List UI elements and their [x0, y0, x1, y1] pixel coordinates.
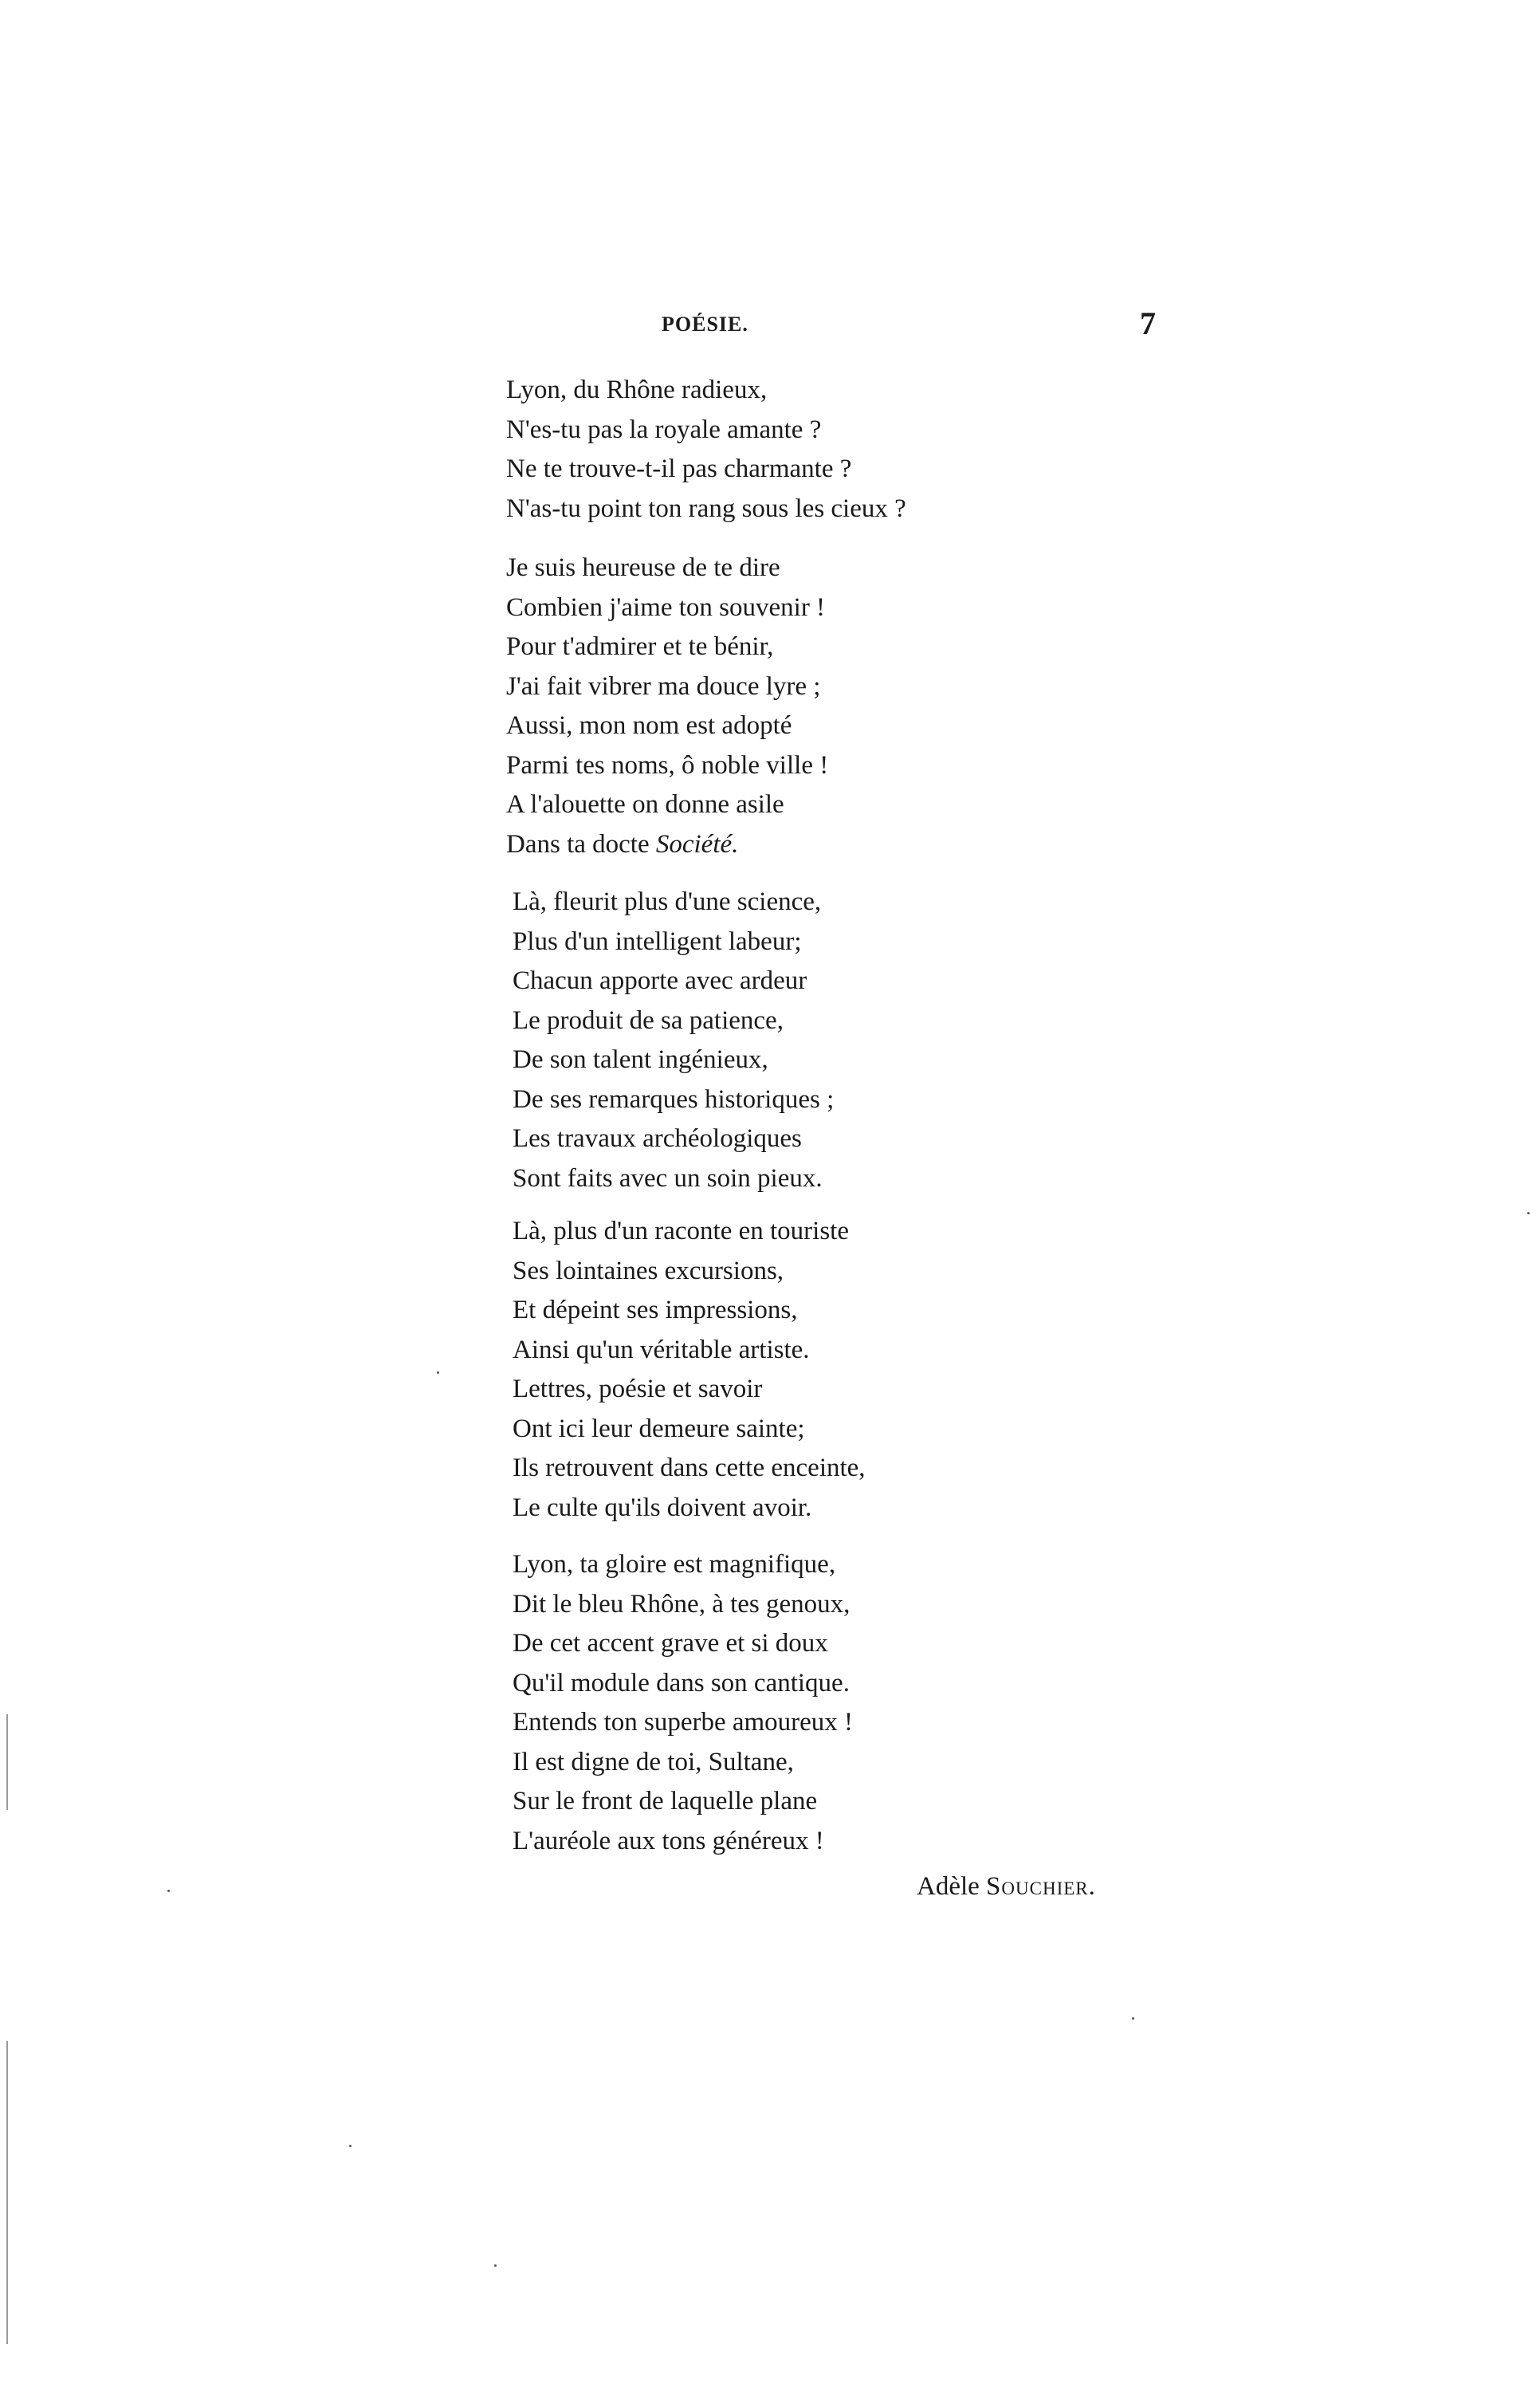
- verse-line: De ses remarques historiques ;: [513, 1084, 835, 1114]
- verse-line: Ils retrouvent dans cette enceinte,: [513, 1454, 866, 1482]
- author-last-name: Souchier.: [986, 1872, 1096, 1901]
- verse-line: Le culte qu'ils doivent avoir.: [513, 1493, 812, 1522]
- running-head: POÉSIE.: [662, 313, 748, 336]
- verse-line: Chacun apporte avec ardeur: [513, 966, 807, 995]
- verse-line: Ainsi qu'un véritable artiste.: [513, 1335, 810, 1364]
- scan-speck: [1132, 2017, 1134, 2020]
- verse-line: Sur le front de laquelle plane: [513, 1787, 818, 1816]
- verse-line: Lyon, ta gloire est magnifique,: [513, 1550, 836, 1579]
- verse-line: Les travaux archéologiques: [513, 1124, 802, 1153]
- society-italic: Société.: [655, 829, 739, 859]
- verse-line: Ont ici leur demeure sainte;: [513, 1414, 805, 1443]
- scan-speck: [349, 2145, 352, 2147]
- author-first-name: Adèle: [917, 1872, 987, 1901]
- verse-line: De son talent ingénieux,: [513, 1045, 768, 1074]
- scan-speck: [1527, 1212, 1530, 1214]
- verse-line: Dit le bleu Rhône, à tes genoux,: [513, 1589, 851, 1619]
- verse-line: Entends ton superbe amoureux !: [513, 1708, 854, 1737]
- verse-line: Sont faits avec un soin pieux.: [513, 1163, 823, 1193]
- stanza-5: [506, 1545, 853, 1861]
- scan-speck: [494, 2264, 497, 2267]
- verse-line: Aussi, mon nom est adopté: [506, 711, 792, 740]
- verse-line: Parmi tes noms, ô noble ville !: [506, 750, 829, 780]
- verse-line: Ne te trouve-t-il pas charmante ?: [506, 454, 852, 483]
- verse-line: Le produit de sa patience,: [513, 1005, 784, 1035]
- verse-line-prefix: Dans ta docte: [506, 829, 656, 859]
- stanza-4: [506, 1212, 866, 1528]
- verse-line: A l'alouette on donne asile: [506, 790, 784, 819]
- verse-line: [506, 825, 828, 865]
- verse-line: Je suis heureuse de te dire: [506, 553, 780, 582]
- verse-line: Pour t'admirer et te bénir,: [506, 632, 774, 661]
- verse-line: J'ai fait vibrer ma douce lyre ;: [506, 671, 821, 701]
- scan-speck: [167, 1890, 170, 1892]
- verse-line: Ses lointaines excursions,: [513, 1256, 784, 1285]
- page-number: 7: [1140, 305, 1156, 341]
- stanza-1: [506, 371, 906, 529]
- verse-line: De cet accent grave et si doux: [513, 1629, 828, 1658]
- verse-line: L'auréole aux tons généreux !: [513, 1826, 824, 1855]
- scan-margin-mark: [6, 1714, 8, 1810]
- verse-line: Lyon, du Rhône radieux,: [506, 376, 768, 404]
- verse-line: N'as-tu point ton rang sous les cieux ?: [506, 494, 906, 523]
- verse-line: Qu'il module dans son cantique.: [513, 1668, 850, 1698]
- stanza-3: [506, 883, 834, 1198]
- verse-line: Et dépeint ses impressions,: [513, 1296, 798, 1324]
- verse-line: Il est digne de toi, Sultane,: [513, 1747, 794, 1776]
- verse-line: N'es-tu pas la royale amante ?: [506, 415, 822, 444]
- stanza-2: [506, 549, 828, 864]
- scan-margin-mark: [6, 2041, 8, 2344]
- verse-line: Là, plus d'un raconte en touriste: [513, 1217, 849, 1245]
- verse-line: Là, fleurit plus d'une science,: [513, 887, 822, 916]
- scan-speck: [437, 1371, 439, 1374]
- verse-line: Plus d'un intelligent labeur;: [513, 926, 802, 956]
- author-signature: [917, 1867, 1096, 1907]
- verse-line: Combien j'aime ton souvenir !: [506, 592, 826, 622]
- verse-line: Lettres, poésie et savoir: [513, 1375, 763, 1403]
